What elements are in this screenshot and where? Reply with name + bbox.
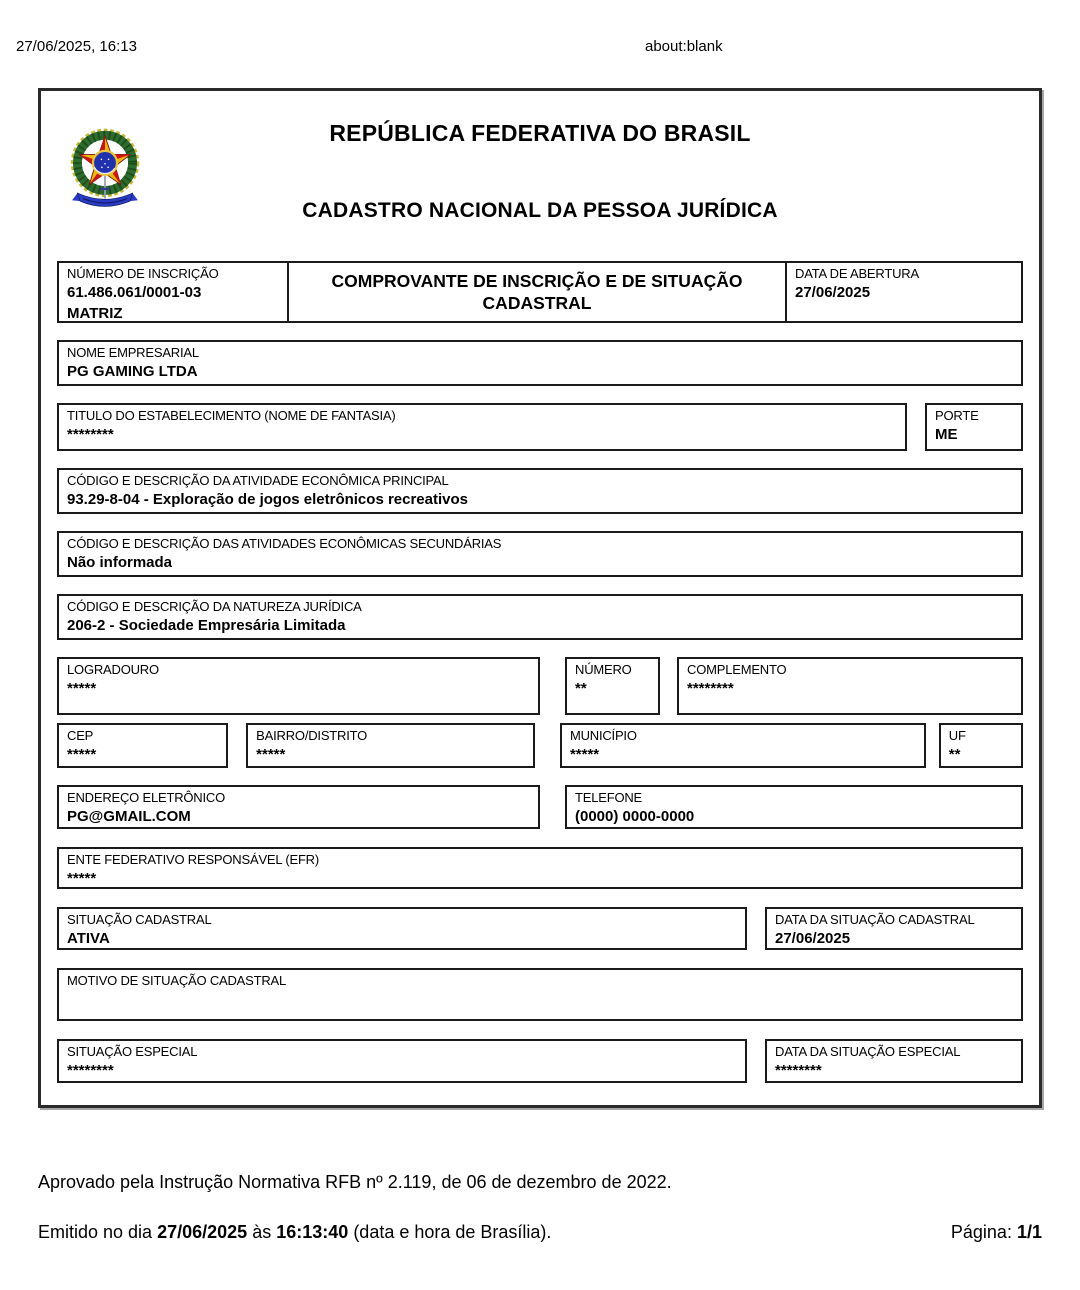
field-cep [57, 723, 228, 768]
field-numero [565, 657, 660, 715]
field-label: MUNICÍPIO [569, 728, 637, 743]
emission-prefix: Emitido no dia [38, 1222, 153, 1242]
field-value: ******** [775, 1062, 822, 1080]
row-contato [57, 785, 1023, 829]
field-data-situacao-cadastral [765, 907, 1023, 950]
print-page-title: about:blank [645, 38, 723, 55]
field-label: MOTIVO DE SITUAÇÃO CADASTRAL [67, 973, 287, 988]
row-nome-empresarial [57, 340, 1023, 386]
field-label: TELEFONE [575, 790, 643, 805]
print-datetime: 27/06/2025, 16:13 [16, 38, 137, 55]
page-title: REPÚBLICA FEDERATIVA DO BRASIL [329, 120, 751, 146]
approval-note: Aprovado pela Instrução Normativa RFB nº 2.119, de 06 de dezembro de 2022. [38, 1172, 672, 1192]
field-value: 61.486.061/0001-03 [67, 284, 202, 302]
field-label: CÓDIGO E DESCRIÇÃO DA NATUREZA JURÍDICA [67, 599, 362, 614]
field-label: NÚMERO DE INSCRIÇÃO [67, 266, 219, 281]
field-municipio [560, 723, 926, 768]
field-data-abertura [787, 263, 1021, 321]
row-inscricao-comprovante [57, 261, 1023, 323]
field-logradouro [57, 657, 540, 715]
field-complemento [677, 657, 1023, 715]
field-nome-fantasia [57, 403, 907, 451]
comprovante-title: COMPROVANTE DE INSCRIÇÃO E DE SITUAÇÃO CADASTRAL [331, 271, 743, 313]
field-label: DATA DA SITUAÇÃO ESPECIAL [775, 1044, 961, 1059]
field-value: Não informada [67, 554, 173, 572]
field-uf [939, 723, 1023, 768]
emission-suffix: (data e hora de Brasília). [353, 1222, 552, 1242]
row-efr [57, 847, 1023, 889]
emission-line [38, 1222, 1042, 1243]
page-subtitle: CADASTRO NACIONAL DA PESSOA JURÍDICA [302, 199, 778, 222]
field-data-situacao-especial [765, 1039, 1023, 1083]
row-atividade-principal [57, 468, 1023, 514]
field-value: PG@GMAIL.COM [67, 808, 191, 826]
field-value: ***** [67, 746, 97, 764]
row-situacao-cadastral [57, 907, 1023, 950]
field-value: (0000) 0000-0000 [575, 808, 695, 826]
field-grid [41, 261, 1039, 1083]
field-natureza-juridica [57, 594, 1023, 640]
row-endereco-1 [57, 657, 1023, 715]
field-value: ***** [256, 746, 286, 764]
row-fantasia-porte [57, 403, 1023, 451]
cnpj-certificate [38, 88, 1042, 1108]
field-value: 27/06/2025 [775, 930, 851, 948]
field-label: TITULO DO ESTABELECIMENTO (NOME DE FANTASIA) [67, 408, 396, 423]
field-value: PG GAMING LTDA [67, 363, 198, 381]
field-label: NOME EMPRESARIAL [67, 345, 199, 360]
field-label: LOGRADOURO [67, 662, 159, 677]
field-label: ENTE FEDERATIVO RESPONSÁVEL (EFR) [67, 852, 319, 867]
browser-print-header [0, 38, 1080, 60]
field-value: ** [948, 746, 961, 764]
page-indicator-label: Página: [950, 1222, 1012, 1242]
field-bairro [246, 723, 535, 768]
row-endereco-2 [57, 723, 1023, 768]
field-label: ENDEREÇO ELETRÔNICO [67, 790, 226, 805]
field-telefone [565, 785, 1023, 829]
field-label: BAIRRO/DISTRITO [256, 728, 368, 743]
field-label: SITUAÇÃO CADASTRAL [67, 912, 212, 927]
row-motivo-situacao [57, 968, 1023, 1021]
emission-middle: às [252, 1222, 272, 1242]
field-atividade-principal [57, 468, 1023, 514]
certificate-footer [38, 1172, 1042, 1243]
page-indicator-value: 1/1 [1016, 1222, 1042, 1242]
field-value: 206-2 - Sociedade Empresária Limitada [67, 617, 346, 635]
field-value: ** [575, 680, 587, 698]
field-nome-empresarial [57, 340, 1023, 386]
field-label: DATA DE ABERTURA [795, 266, 919, 281]
field-value: ******** [67, 426, 114, 444]
field-label: PORTE [935, 408, 979, 423]
emission-text [38, 1222, 551, 1243]
emission-date: 27/06/2025 [157, 1222, 248, 1242]
field-numero-inscricao [59, 263, 289, 321]
field-value: ******** [687, 680, 734, 698]
field-label: SITUAÇÃO ESPECIAL [67, 1044, 198, 1059]
field-value: ***** [569, 746, 600, 764]
field-label: CÓDIGO E DESCRIÇÃO DA ATIVIDADE ECONÔMICA PRINCIPAL [67, 473, 449, 488]
field-label: NÚMERO [575, 662, 632, 677]
row-atividades-secundarias [57, 531, 1023, 577]
comprovante-title-cell [289, 263, 787, 321]
field-atividades-secundarias [57, 531, 1023, 577]
field-value: 93.29-8-04 - Exploração de jogos eletrônicos recreativos [67, 491, 469, 509]
field-email [57, 785, 540, 829]
brazil-coat-of-arms-icon [65, 124, 145, 216]
row-natureza-juridica [57, 594, 1023, 640]
field-label: DATA DA SITUAÇÃO CADASTRAL [775, 912, 975, 927]
field-label: UF [948, 728, 966, 743]
field-porte [925, 403, 1023, 451]
field-label: CEP [67, 728, 94, 743]
field-motivo-situacao [57, 968, 1023, 1021]
field-value: ATIVA [67, 930, 110, 948]
field-label: CÓDIGO E DESCRIÇÃO DAS ATIVIDADES ECONÔMICAS SECUNDÁRIAS [67, 536, 502, 551]
field-value: ******** [67, 1062, 114, 1080]
field-situacao-especial [57, 1039, 747, 1083]
field-value: ***** [67, 870, 97, 888]
row-situacao-especial [57, 1039, 1023, 1083]
emission-time: 16:13:40 [276, 1222, 349, 1242]
field-situacao-cadastral [57, 907, 747, 950]
field-label: COMPLEMENTO [687, 662, 787, 677]
field-value: ME [935, 426, 958, 444]
field-efr [57, 847, 1023, 889]
page-indicator [951, 1222, 1042, 1243]
field-value-tipo: MATRIZ [67, 304, 123, 322]
field-value: 27/06/2025 [795, 284, 871, 302]
certificate-header [41, 91, 1039, 261]
field-value: ***** [67, 680, 97, 698]
